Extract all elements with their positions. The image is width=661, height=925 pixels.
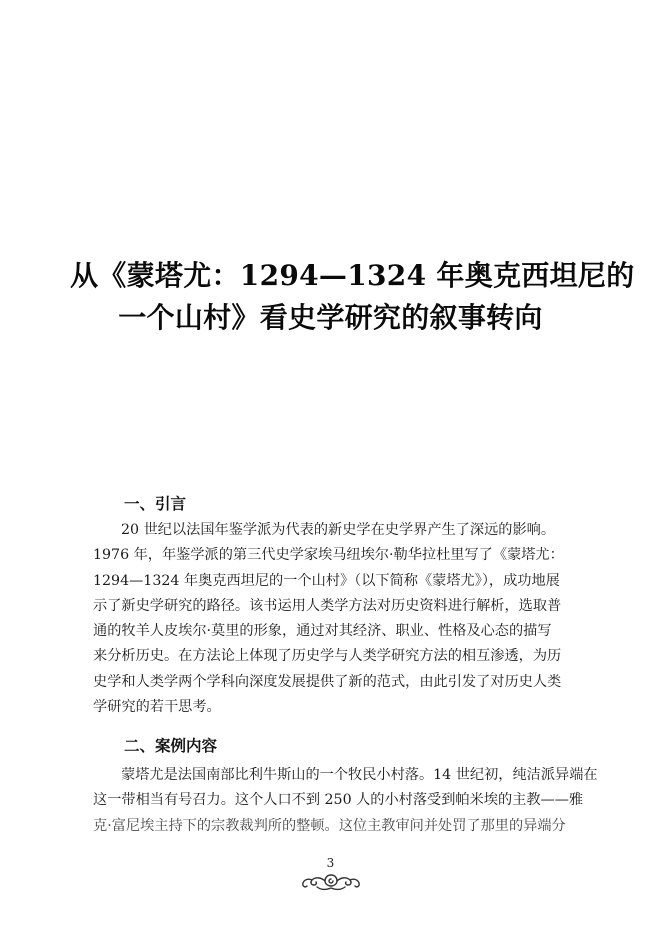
paragraph-line: 学研究的若干思考。 <box>93 699 221 716</box>
page-footer <box>0 856 661 893</box>
paragraph-line: 1294—1324 年奥克西坦尼的一个山村》（以下简称《蒙塔尤》），成功地展 <box>93 572 560 589</box>
section-heading-introduction: 一、引言 <box>124 495 187 513</box>
paragraph-line: 通的牧羊人皮埃尔·莫里的形象，通过对其经济、职业、性格及心态的描写 <box>93 623 552 640</box>
paragraph-line: 1976 年，年鉴学派的第三代史学家埃马纽埃尔·勒华拉杜里写了《蒙塔尤： <box>93 547 564 564</box>
section-heading-case-content: 二、案例内容 <box>124 737 218 755</box>
title-line-1: 从《蒙塔尤：1294—1324 年奥克西坦尼的 <box>70 259 635 292</box>
introduction-paragraph <box>93 518 571 720</box>
paragraph-line: 蒙塔尤是法国南部比利牛斯山的一个牧民小村落。14 世纪初，纯洁派异端在 <box>121 767 598 783</box>
document-title <box>70 255 635 339</box>
paragraph-line: 示了新史学研究的路径。该书运用人类学方法对历史资料进行解析，选取普 <box>93 597 562 614</box>
paragraph-line: 这一带相当有号召力。这个人口不到 250 人的小村落受到帕米埃的主教——雅 <box>93 792 584 809</box>
title-line-2: 一个山村》看史学研究的叙事转向 <box>118 301 543 334</box>
scroll-ornament-icon <box>299 871 363 893</box>
paragraph-line: 来分析历史。在方法论上体现了历史学与人类学研究方法的相互渗透，为历 <box>93 648 562 665</box>
case-content-paragraph <box>93 763 598 839</box>
paragraph-line: 克·富尼埃主持下的宗教裁判所的整顿。这位主教审问并处罚了那里的异端分 <box>93 817 566 834</box>
page-number: 3 <box>326 856 335 870</box>
paragraph-line: 20 世纪以法国年鉴学派为代表的新史学在史学界产生了深远的影响。 <box>121 522 556 538</box>
paragraph-line: 史学和人类学两个学科向深度发展提供了新的范式，由此引发了对历史人类 <box>93 673 562 690</box>
